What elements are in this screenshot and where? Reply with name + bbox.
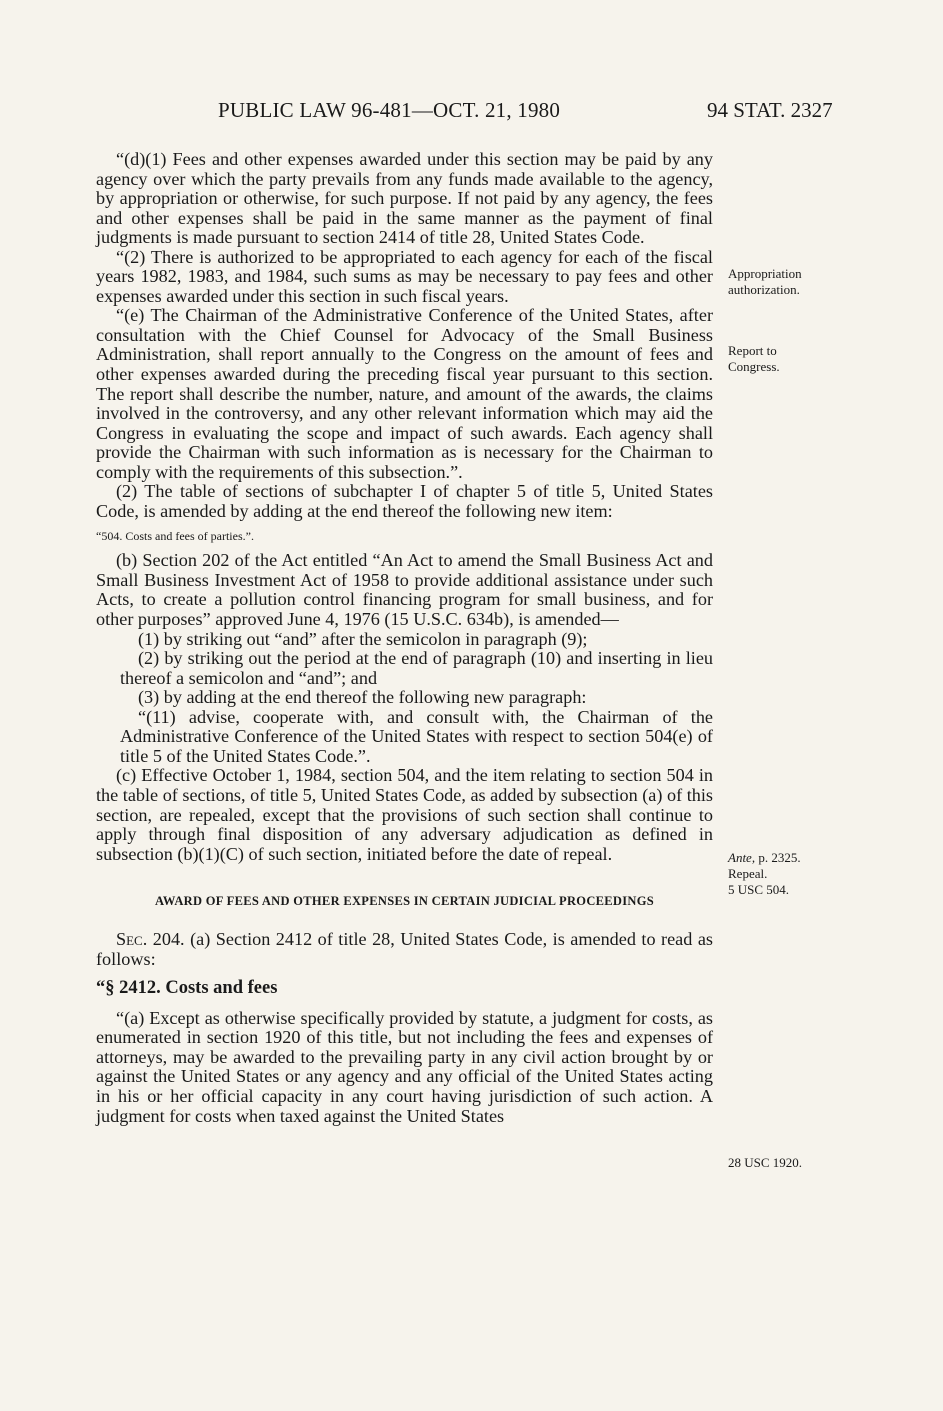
margin-note-appropriation: [728, 266, 918, 298]
margin-note-report: [728, 343, 918, 375]
section-204-intro: [96, 930, 713, 969]
running-header-title: PUBLIC LAW 96-481—OCT. 21, 1980: [218, 98, 561, 122]
sec-text: . 204. (a) Section 2412 of title 28, United States Code, is amended to read as follows:: [96, 929, 713, 969]
note-line: Congress.: [728, 359, 780, 374]
amendment-item-3: (3) by adding at the end thereof the following new paragraph:: [138, 687, 587, 708]
note-line: 5 USC 504.: [728, 882, 790, 897]
paragraph-d2: “(2) There is authorized to be appropriated to each agency for each of the fiscal years 1982, 1983, and 1984, such sums as may be necessary to pay fees and other expenses awarded under this section in such fiscal years.: [96, 246, 713, 306]
statute-page-number: 94 STAT. 2327: [707, 98, 833, 122]
note-line: Repeal.: [728, 866, 768, 881]
new-paragraph-11: “(11) advise, cooperate with, and consult with, the Chairman of the Administrative Conference of the United States with respect to section 504(e) of title 5 of the United States Code.”.: [120, 706, 713, 766]
statute-text: [96, 150, 713, 1126]
paragraph-d1: “(d)(1) Fees and other expenses awarded under this section may be paid by any agency over which the party prevails from any funds made available to the agency, by appropriation or otherwise, for such purpose. If not paid by any agency, the fees and other expenses shall be paid in the same manner as the payment of final judgments is made pursuant to section 2414 of title 28, United States Code.: [96, 149, 713, 248]
note-line: 28 USC 1920.: [728, 1155, 803, 1170]
paragraph-c: (c) Effective October 1, 1984, section 504, and the item relating to section 504 in the table of sections, of title 5, United States Code, as added by subsection (a) of this section, are repealed, except that the provisions of such section shall continue to apply through final disposition of any adversary adjudication as defined in subsection (b)(1)(C) of such section, initiated before the date of repeal.: [96, 765, 713, 864]
note-italic: Ante,: [728, 850, 756, 865]
note-line: Report to: [728, 343, 777, 358]
note-text: p. 2325.: [755, 850, 801, 865]
paragraph-2: (2) The table of sections of subchapter I of chapter 5 of title 5, United States Code, is amended by adding at the end thereof the following new item:: [96, 481, 713, 521]
section-heading: AWARD OF FEES AND OTHER EXPENSES IN CERTAIN JUDICIAL PROCEEDINGS: [154, 894, 655, 909]
paragraph-e: “(e) The Chairman of the Administrative Conference of the United States, after consultation with the Chief Counsel for Advocacy of the Small Business Administration, shall report annually to the Congress on the amount of fees and other expenses awarded during the preceding fiscal year pursuant to this section. The report shall describe the number, nature, and amount of the awards, the claims involved in the controversy, and any other relevant information which may aid the Congress in evaluating the scope and impact of such awards. Each agency shall provide the Chairman with such information as is necessary for the Chairman to comply with the requirements of this subsection.”.: [96, 305, 713, 482]
note-line: authorization.: [728, 282, 800, 297]
section-2412-title: “§ 2412. Costs and fees: [96, 978, 278, 999]
margin-note-usc1920: [728, 1155, 918, 1171]
table-entry: “504. Costs and fees of parties.”.: [96, 529, 254, 544]
margin-note-repeal: [728, 850, 918, 898]
sec-label: Sec: [116, 929, 143, 950]
amendment-item-1: (1) by striking out “and” after the semicolon in paragraph (9);: [138, 628, 588, 649]
note-line: [728, 850, 918, 866]
amendment-item-2: (2) by striking out the period at the end of paragraph (10) and inserting in lieu thereof a semicolon and “and”; and: [120, 648, 713, 688]
paragraph-a: “(a) Except as otherwise specifically provided by statute, a judgment for costs, as enumerated in section 1920 of this title, but not including the fees and expenses of attorneys, may be awarded to the prevailing party in any civil action brought by or against the United States or any agency and any official of the United States acting in his or her official capacity in any court having jurisdiction of such action. A judgment for costs when taxed against the United States: [96, 1007, 713, 1126]
note-line: Appropriation: [728, 266, 802, 281]
paragraph-b: (b) Section 202 of the Act entitled “An Act to amend the Small Business Act and Small Business Investment Act of 1958 to provide additional assistance under such Acts, to create a pollution control financing program for small business, and for other purposes” approved June 4, 1976 (15 U.S.C. 634b), is amended—: [96, 550, 713, 630]
